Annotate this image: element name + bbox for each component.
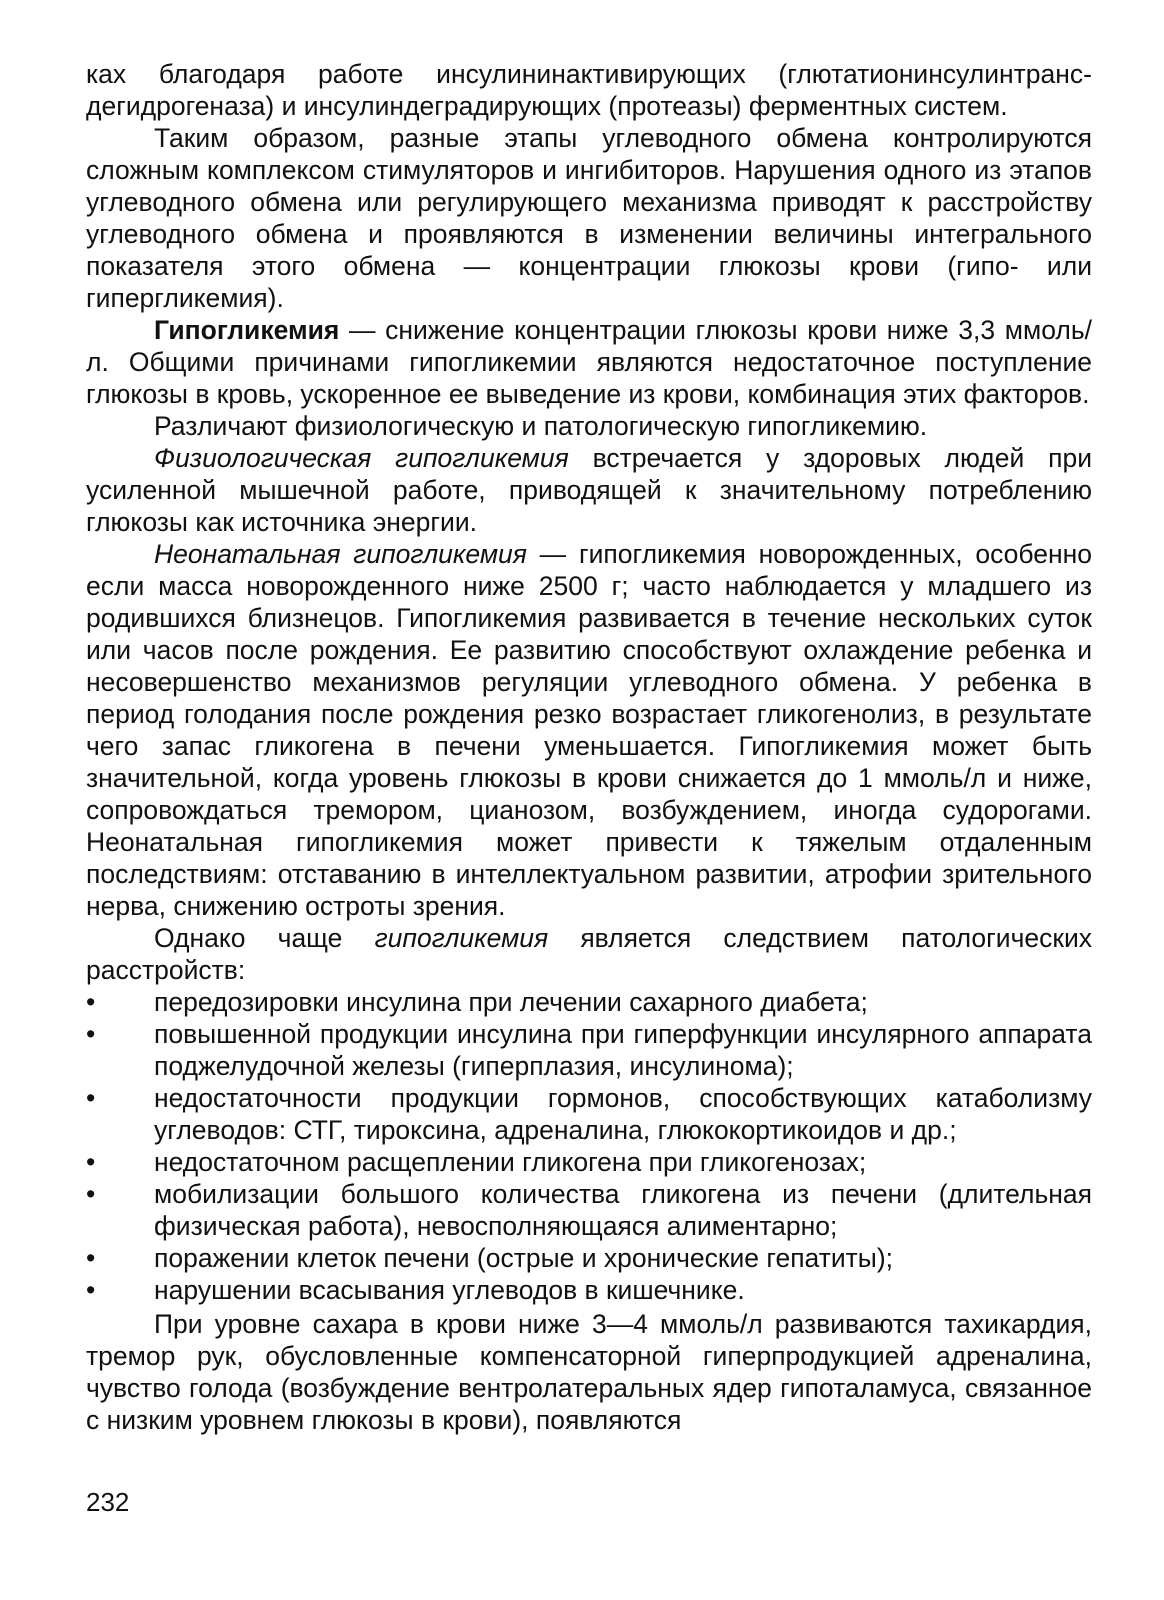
paragraph-hypoglycemia-definition [86,314,1092,410]
paragraph-neonatal [86,538,1092,922]
paragraph-regulation: Таким образом, разные этапы углеводного обмена контролируются сложным комплексом стимуляторов и ингибиторов. Нарушения одного из этапов углеводного обмена или регулирующего механизма приводят к расстройству углеводного обмена и проявляются в изменении величины интегрального показателя этого обмена — концентрации глюкозы крови (гипо- или гипергликемия). [86,123,1092,313]
definition-text: — снижение концентрации глюкозы крови ниже 3,3 ммоль/л. Общими причинами гипогликемии являются недостаточное поступление глюкозы в кровь, ускоренное ее выведение из крови, комбинация этих факторов. [86,315,1092,409]
pathological-intro-rest: является следствием патологических расстройств: [86,923,1093,985]
paragraph-continuation: ках благодаря работе инсулининактивирующих (глютатионинсулинтранс-дегидрогеназа) и инсулиндеградирующих (протеазы) ферментных систем. [86,59,1092,121]
list-item-text: поражении клеток печени (острые и хронические гепатиты); [154,1243,894,1273]
term-physiological-hypoglycemia: Физиологическая гипогликемия [154,443,569,473]
list-item [86,1242,1092,1274]
list-item-text: передозировки инсулина при лечении сахарного диабета; [154,987,868,1017]
list-item [86,1082,1092,1146]
neonatal-text: — гипогликемия новорожденных, особенно если масса новорожденного ниже 2500 г; часто наблюдается у младшего из родившихся близнецов. Гипогликемия развивается в течение нескольких суток или часов после рождения. Ее развитию способствуют охлаждение ребенка и несовершенство механизмов регуляции углеводного обмена. У ребенка в период голодания после рождения резко возрастает гликогенолиз, в результате чего запас гликогена в печени уменьшается. Гипогликемия может быть значительной, когда уровень глюкозы в крови снижается до 1 ммоль/л и ниже, сопровождаться тремором, цианозом, возбуждением, иногда судорогами. Неонатальная гипогликемия может привести к тяжелым отдаленным последствиям: отставанию в интеллектуальном развитии, атрофии зрительного нерва, снижению остроты зрения. [86,539,1092,921]
list-item [86,1146,1092,1178]
list-item [86,986,1092,1018]
page-number: 232 [86,1487,130,1517]
list-item-text: повышенной продукции инсулина при гиперфункции инсулярного аппарата поджелудочной железы (гиперплазия, инсулинома); [154,1019,1092,1081]
list-item-text: мобилизации большого количества гликогена из печени (длительная физическая работа), невосполняющаяся алиментарно; [154,1179,1092,1241]
list-item [86,1178,1092,1242]
bullet-icon: • [86,1179,96,1209]
bullet-icon: • [86,1019,96,1049]
term-hypoglycemia-italic: гипогликемия [374,923,549,953]
bullet-icon: • [86,1243,96,1273]
list-item-text: недостаточности продукции гормонов, способствующих катаболизму углеводов: СТГ, тироксина, адреналина, глюкокортикоидов и др.; [154,1083,1092,1145]
bullet-icon: • [86,1275,96,1305]
term-neonatal-hypoglycemia: Неонатальная гипогликемия [154,539,527,569]
bullet-icon: • [86,987,96,1017]
list-item-text: недостаточном расщеплении гликогена при гликогенозах; [154,1147,867,1177]
pathological-intro-start: Однако чаще [154,923,375,953]
paragraph-physiological [86,442,1092,538]
bullet-icon: • [86,1083,96,1113]
page-body [86,58,1092,1436]
bullet-icon: • [86,1147,96,1177]
list-item [86,1274,1092,1306]
paragraph-pathological-intro [86,922,1092,986]
paragraph-symptoms: При уровне сахара в крови ниже 3—4 ммоль/л развиваются тахикардия, тремор рук, обусловленные компенсаторной гиперпродукцией адреналина, чувство голода (возбуждение вентролатеральных ядер гипоталамуса, связанное с низким уровнем глюкозы в крови), появляются [86,1309,1092,1435]
causes-list [86,986,1092,1306]
list-item-text: нарушении всасывания углеводов в кишечнике. [154,1275,745,1305]
physiological-text: встречается у здоровых людей при усиленной мышечной работе, приводящей к значительному потреблению глюкозы как источника энергии. [86,443,1092,537]
list-item [86,1018,1092,1082]
paragraph-types: Различают физиологическую и патологическую гипогликемию. [154,411,928,441]
term-hypoglycemia: Гипогликемия [154,315,340,345]
